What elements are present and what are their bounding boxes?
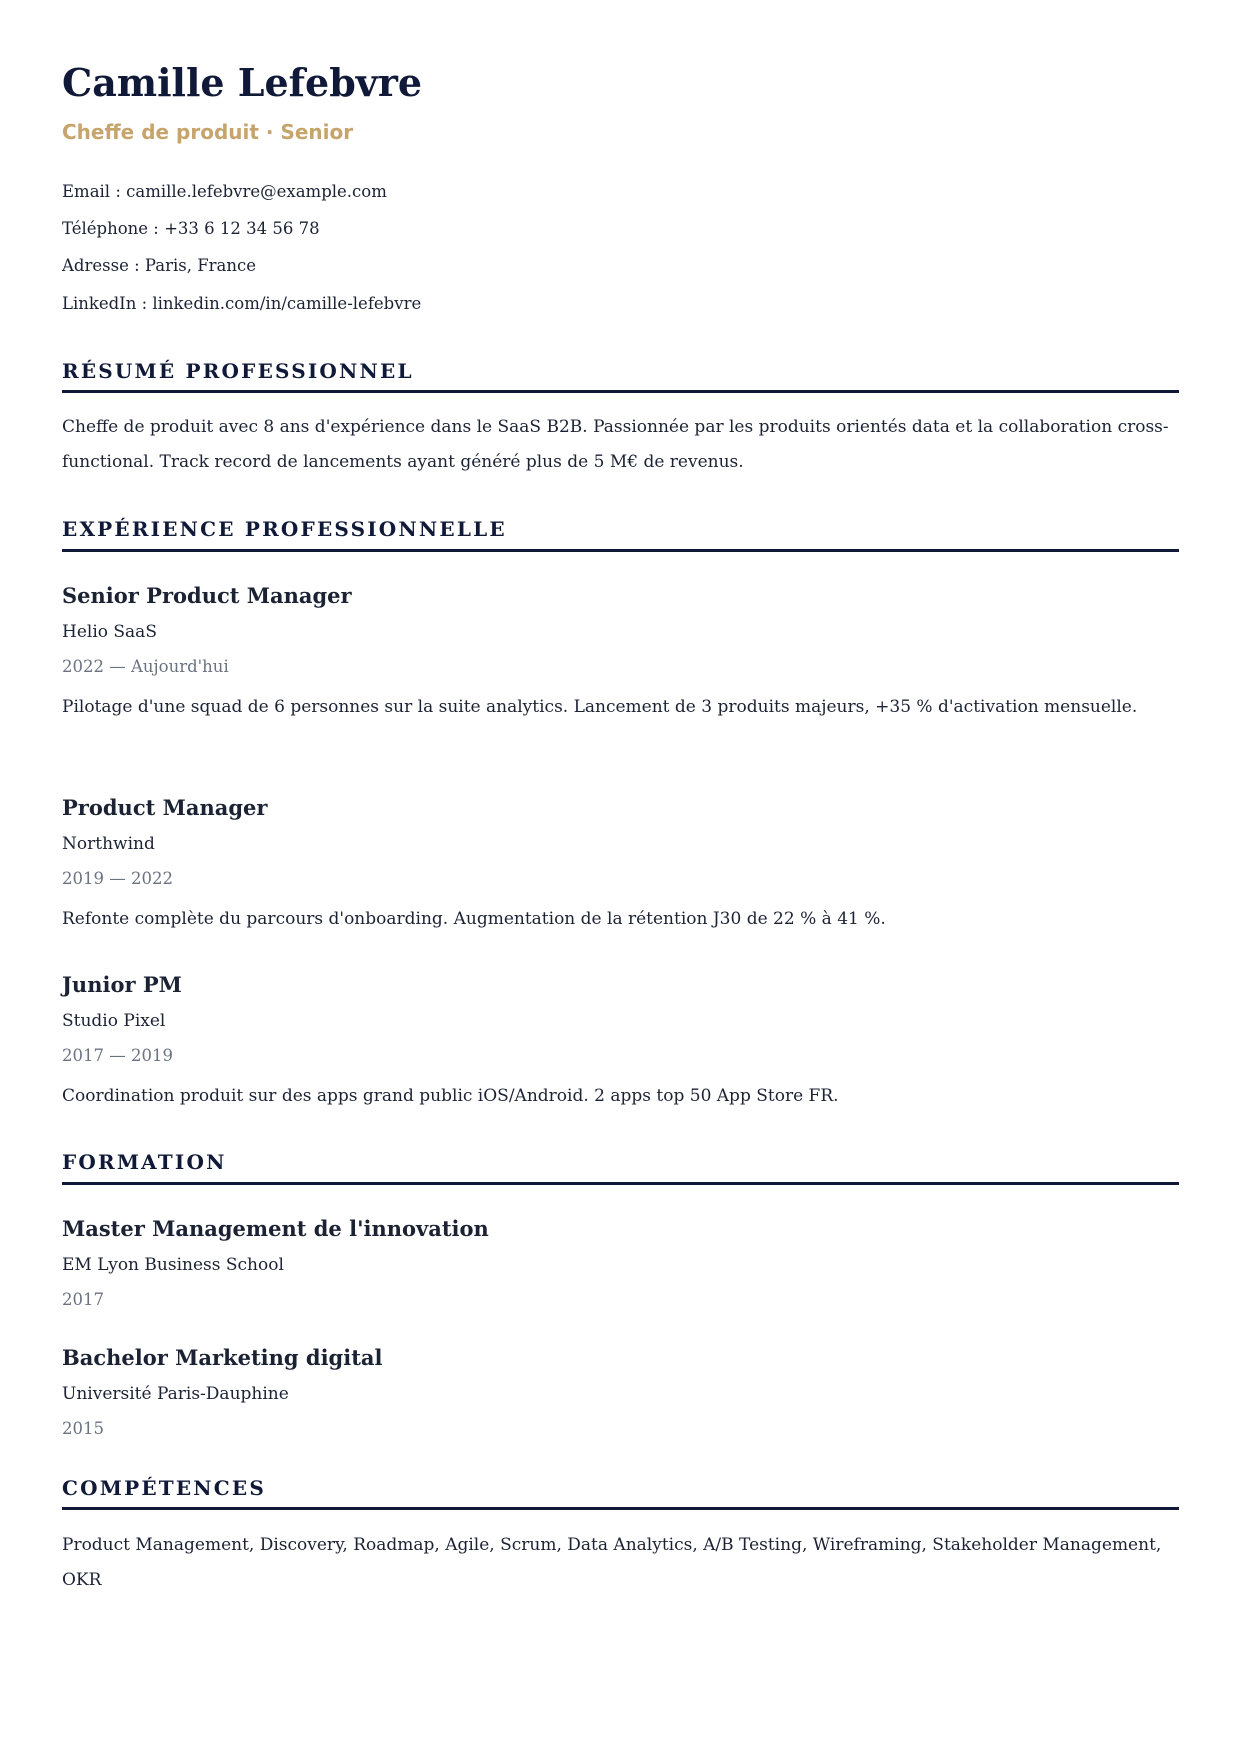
- graduation-year: 2017: [62, 1290, 104, 1309]
- summary-text: Cheffe de produit avec 8 ans d'expérience dans le SaaS B2B. Passionnée par les produits orientés data et la collaboration cross-functional. Track record de lancements ayant généré plus de 5 M€ de revenus.: [62, 417, 1169, 472]
- section-divider: [62, 1182, 1179, 1185]
- job-title: Junior PM: [62, 972, 182, 997]
- job-title: Senior Product Manager: [62, 583, 352, 608]
- candidate-headline: Cheffe de produit · Senior: [62, 120, 354, 144]
- job-dates: 2019 — 2022: [62, 869, 173, 888]
- contact-phone: Téléphone : +33 6 12 34 56 78: [62, 219, 320, 238]
- contact-email: Email : camille.lefebvre@example.com: [62, 182, 387, 201]
- school-name: EM Lyon Business School: [62, 1255, 284, 1275]
- job-description: Refonte complète du parcours d'onboarding. Augmentation de la rétention J30 de 22 % à 41 %.: [62, 909, 886, 929]
- contact-linkedin: LinkedIn : linkedin.com/in/camille-lefebvre: [62, 294, 422, 313]
- job-title: Product Manager: [62, 795, 268, 820]
- section-title-experience: EXPÉRIENCE PROFESSIONNELLE: [62, 517, 507, 541]
- job-company: Northwind: [62, 834, 155, 854]
- section-title-education: FORMATION: [62, 1150, 227, 1174]
- section-divider: [62, 549, 1179, 552]
- skills-text: Product Management, Discovery, Roadmap, Agile, Scrum, Data Analytics, A/B Testing, Wireframing, Stakeholder Management, OKR: [62, 1535, 1162, 1590]
- degree-title: Master Management de l'innovation: [62, 1216, 489, 1241]
- job-dates: 2017 — 2019: [62, 1046, 173, 1065]
- job-dates: 2022 — Aujourd'hui: [62, 657, 229, 676]
- candidate-name: Camille Lefebvre: [62, 60, 423, 105]
- contact-address: Adresse : Paris, France: [62, 256, 257, 275]
- section-divider: [62, 1507, 1179, 1510]
- graduation-year: 2015: [62, 1419, 104, 1438]
- job-description: Pilotage d'une squad de 6 personnes sur la suite analytics. Lancement de 3 produits majeurs, +35 % d'activation mensuelle.: [62, 697, 1138, 717]
- section-title-summary: RÉSUMÉ PROFESSIONNEL: [62, 359, 414, 383]
- job-description: Coordination produit sur des apps grand public iOS/Android. 2 apps top 50 App Store FR.: [62, 1086, 839, 1106]
- section-divider: [62, 390, 1179, 393]
- job-company: Studio Pixel: [62, 1011, 166, 1031]
- section-title-skills: COMPÉTENCES: [62, 1476, 266, 1500]
- degree-title: Bachelor Marketing digital: [62, 1345, 383, 1370]
- school-name: Université Paris-Dauphine: [62, 1384, 289, 1404]
- job-company: Helio SaaS: [62, 622, 157, 642]
